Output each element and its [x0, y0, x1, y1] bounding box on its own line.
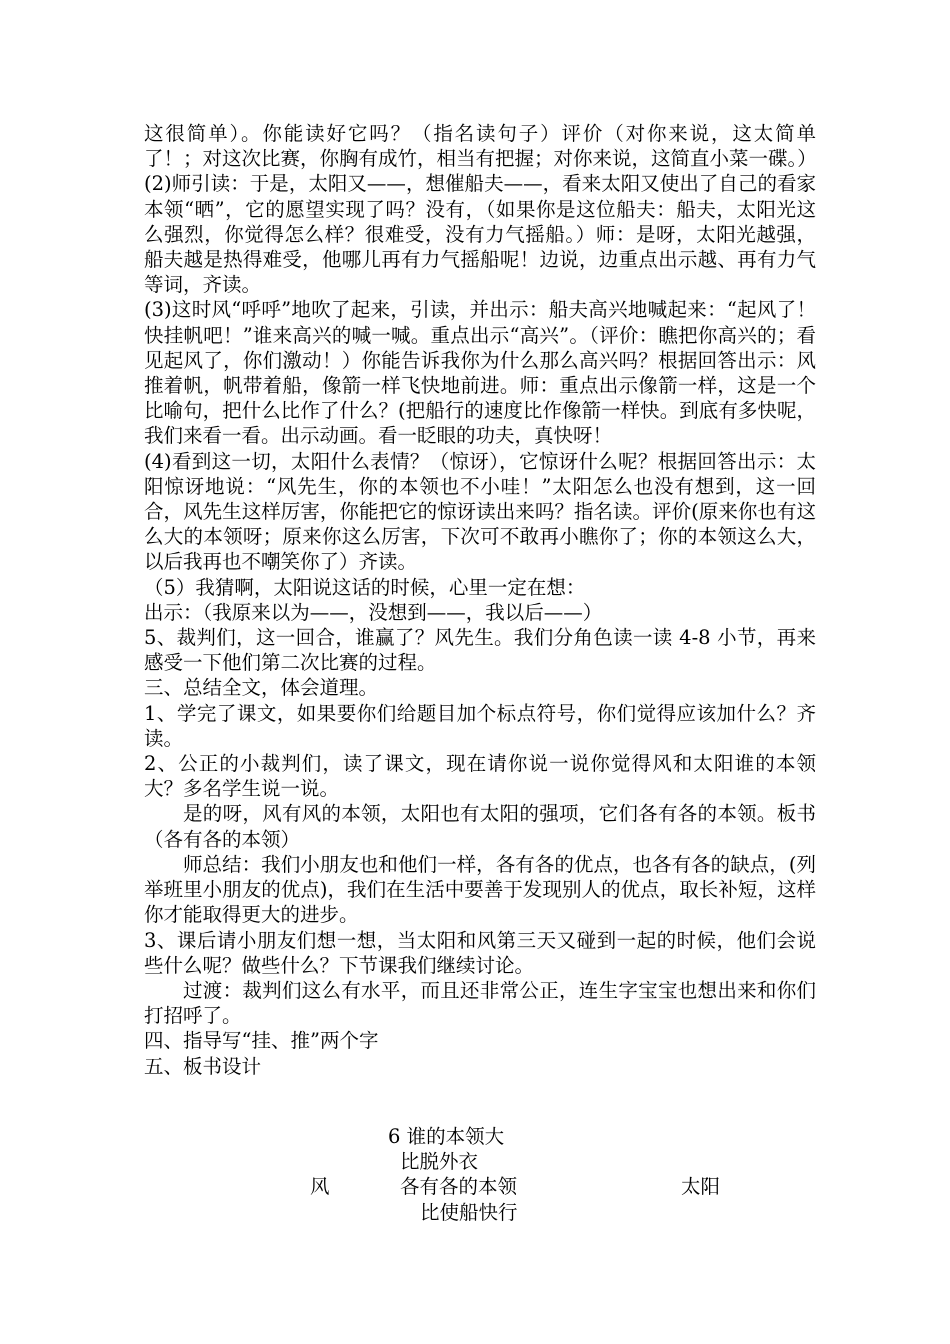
paragraph-item-5: 5、裁判们，这一回合，谁赢了？风先生。我们分角色读一读 4-8 小节，再来感受一下他们第二次比赛的过程。 [144, 626, 816, 675]
paragraph-step-4: (4)看到这一切，太阳什么表情？（惊讶），它惊讶什么呢？根据回答出示：太阳惊讶地说：“风先生，你的本领也不小哇！”太阳怎么也没有想到，这一回合，风先生这样厉害，你能把它的惊讶读出来吗？指名读。评价(原来你也有这么大的本领呀；原来你这么厉害，下次可不敢再小瞧你了；你的本领这么大，以后我再也不嘲笑你了）齐读。 [144, 449, 816, 574]
board-line-1 [144, 1149, 816, 1174]
board-sun: 太阳 [681, 1175, 721, 1199]
section-heading-3: 三、总结全文，体会道理。 [144, 676, 379, 700]
paragraph-teacher-summary: 师总结：我们小朋友也和他们一样，各有各的优点，也各有各的缺点，(列举班里小朋友的优点)，我们在生活中要善于发现别人的优点，取长补短，这样你才能取得更大的进步。 [144, 852, 816, 927]
document-body [144, 121, 816, 1079]
paragraph-step-3: (3)这时风“呼呼”地吹了起来，引读，并出示：船夫高兴地喊起来：“起风了！快挂帆吧！”谁来高兴的喊一喊。重点出示“高兴”。（评价：瞧把你高兴的；看见起风了，你们激动！）你能告诉我你为什么那么高兴吗？根据回答出示：风推着帆，帆带着船，像箭一样飞快地前进。师：重点出示像箭一样，这是一个比喻句，把什么比作了什么？(把船行的速度比作像箭一样快。到底有多快呢，我们来看一看。出示动画。看一眨眼的功夫，真快呀！ [144, 298, 816, 448]
board-each-has-ability: 各有各的本领 [400, 1175, 518, 1199]
paragraph-step-2: (2)师引读：于是，太阳又——，想催船夫——，看来太阳又使出了自己的看家本领“晒”，它的愿望实现了吗？没有，（如果你是这位船夫：船夫，太阳光这么强烈，你觉得怎么样？很难受，没有力气摇船。）师：是呀，太阳光越强，船夫越是热得难受，他哪儿再有力气摇船呢！边说，边重点出示越、再有力气等词，齐读。 [144, 172, 816, 297]
paragraph-transition: 过渡：裁判们这么有水平，而且还非常公正，连生字宝宝也想出来和你们打招呼了。 [144, 978, 816, 1028]
paragraph-step-5: （5）我猜啊，太阳说这话的时候，心里一定在想： [144, 575, 586, 599]
board-line-2 [144, 1174, 816, 1199]
paragraph-display: 出示：（我原来以为——，没想到——，我以后——） [144, 600, 603, 624]
board-item-boat: 比使船快行 [420, 1200, 518, 1224]
board-item-coat: 比脱外衣 [400, 1150, 479, 1174]
board-design [144, 1124, 816, 1225]
board-wind: 风 [310, 1175, 330, 1199]
paragraph-summary-1: 1、学完了课文，如果要你们给题目加个标点符号，你们觉得应该加什么？齐读。 [144, 701, 816, 750]
board-title: 6 谁的本领大 [388, 1125, 505, 1148]
paragraph-summary-3: 3、课后请小朋友们想一想，当太阳和风第三天又碰到一起的时候，他们会说些什么呢？做些什么？下节课我们继续讨论。 [144, 928, 816, 977]
paragraph-summary-2: 2、公正的小裁判们，读了课文，现在请你说一说你觉得风和太阳谁的本领大？多名学生说一说。 [144, 752, 816, 801]
paragraph-board-note: 是的呀，风有风的本领，太阳也有太阳的强项，它们各有各的本领。板书（各有各的本领） [144, 802, 816, 851]
section-heading-5: 五、板书设计 [144, 1054, 262, 1078]
paragraph-evaluation: 这很简单）。你能读好它吗？（指名读句子）评价（对你来说，这太简单了！；对这次比赛，你胸有成竹，相当有把握；对你来说，这简直小菜一碟。） [144, 122, 817, 171]
board-line-3 [144, 1200, 816, 1225]
board-title-line [144, 1124, 816, 1149]
section-heading-4: 四、指导写“挂、推”两个字 [144, 1029, 379, 1053]
